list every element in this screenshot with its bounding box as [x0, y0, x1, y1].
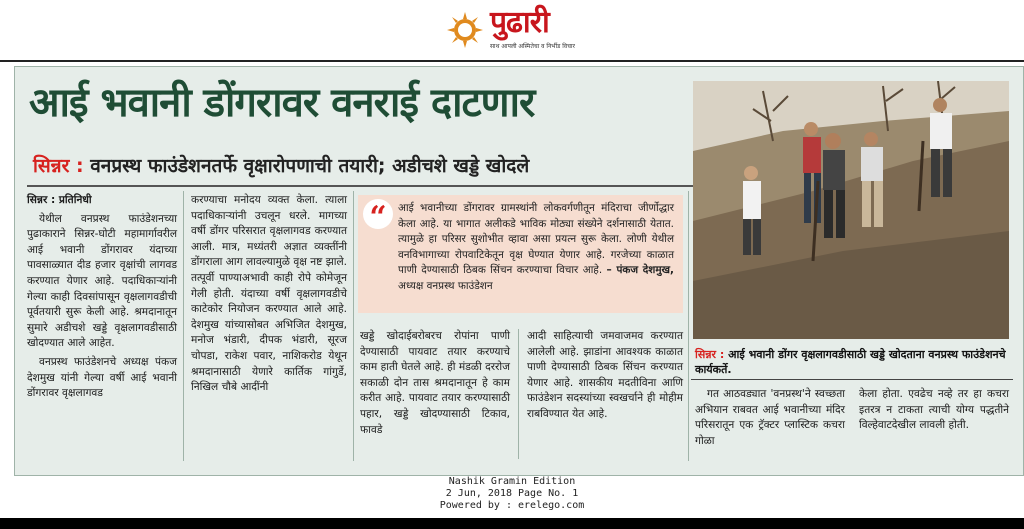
pull-quote-body: आई भवानीच्या डोंगरावर ग्रामस्थांनी लोकवर्गणीतून मंदिराचा जीर्णोद्धार केला आहे. या भागात अलीकडे भाविक मोठ्या संख्येने दर्शनासाठी येतात. त्यामुळे हा परिसर सुशोभीत व्हावा असा प्रयत्न सुरू केला. लोणी येथील वनविभागाच्या रोपवाटिकेतून वृक्ष घेण्यात येणार आहे. गरजेच्या काळात पाणी देण्यासाठी ठिबक सिंचन करण्याचा विचार आहे. [398, 202, 674, 277]
caption-text: आई भवानी डोंगर वृक्षलागवडीसाठी खड्डे खोदताना वनप्रस्थ फाउंडेशनचे कार्यकर्ते. [695, 348, 1006, 376]
article-headline: आई भवानी डोंगरावर वनराई दाटणार [29, 80, 535, 126]
news-article [14, 66, 1024, 476]
caption-divider [691, 379, 1013, 380]
masthead-divider [0, 60, 1024, 62]
article-column-2 [191, 193, 347, 396]
logo-tagline: साथ आपली अस्मितेचा व निर्भीड विचार [490, 43, 575, 50]
article-column-3 [360, 329, 510, 438]
article-column-1 [27, 193, 177, 402]
bottom-bar [0, 518, 1024, 529]
photo-caption [695, 347, 1011, 377]
subhead-location: सिन्नर : [33, 155, 84, 177]
pull-quote-author: – पंकज देशमुख, [606, 264, 674, 277]
dateline: सिन्नर : प्रतिनिधी [27, 194, 92, 206]
column-divider [183, 191, 184, 461]
edition-name: Nashik Gramin Edition [448, 476, 576, 487]
article-column-4 [527, 329, 683, 423]
subhead-text: वनप्रस्थ फाउंडेशनतर्फे वृक्षारोपणाची तयारी; अडीचशे खड्डे खोदले [83, 155, 530, 177]
quote-icon: “ [363, 199, 393, 229]
column-5-text: गत आठवड्यात 'वनप्रस्थ'ने स्वच्छता अभियान राबवत आई भवानीच्या मंदिर परिसरातून एक ट्रॅक्टर प्लास्टिक कचरा गोळा [695, 388, 845, 447]
column-3-text: खड्डे खोदाईबरोबरच रोपांना पाणी देण्यासाठी पायवाट तयार करण्याचे काम हाती घेतले आहे. ही मंडळी दररोज सकाळी दोन तास श्रमदानातून हे काम करीत आहे. पायवाट तयार करण्यासाठी पहार, खड्डे खोदण्यासाठी टिकाव, फावडे [360, 330, 510, 436]
column-2-text: करण्याचा मनोदय व्यक्त केला. त्याला पदाधिकाऱ्यांनी उचलून धरले. मागच्या वर्षी डोंगर परिसरात वृक्षलागवड करण्यात आली. मात्र, मध्यंतरी अज्ञात व्यक्तींनी डोंगराला आग लावल्यामुळे वृक्ष नष्ट झाले. तत्पूर्वी पाण्याअभावी काही रोपे कोमेजून गेली होती. यंदाच्या वर्षी वृक्षलागवडीचे काटेकोर नियोजन करण्यात आले आहे. देशमुख यांच्यासोबत अभिजित देशमुख, मनोज भंडारी, दीपक भंडारी, सूरज चोपडा, राकेश पवार, नाशिकरोड येथून श्रमदानासाठी येणारे कार्तिक गांगुर्डे, निखिल चौबे आदींनी [191, 194, 347, 394]
masthead [0, 0, 1024, 62]
column-1-paragraph-1: येथील वनप्रस्थ फाउंडेशनच्या पुढाकाराने सिन्नर-घोटी महामार्गावरील आई भवानी डोंगरावर यंदाच्या पावसाळ्यात दीड हजार वृक्षांची लागवड करण्यात येणार आहे. पदाधिकाऱ्यांनी गेल्या काही दिवसांपासून वृक्षलागवडीची पूर्वतयारी सुरू केली आहे. श्रमदानातून सुमारे अडीचशे खड्डे वृक्षलागवडीसाठी खोदण्यात आले आहेत. [27, 212, 177, 350]
subhead-divider [27, 185, 695, 187]
sun-emblem-icon [447, 12, 483, 48]
edition-date-page: 2 Jun, 2018 Page No. 1 [445, 488, 579, 499]
article-photo [693, 81, 1009, 339]
column-4-text: आदी साहित्याची जमवाजमव करण्यात आलेली आहे. झाडांना आवश्यक काळात पाणी देण्यासाठी ठिबक सिंचन करण्यात येणार आहे. शासकीय मदतीविना आणि फाउंडेशन सदस्यांच्या स्वखर्चाने ही मोहीम राबविण्यात येत आहे. [527, 330, 683, 420]
column-divider [353, 191, 354, 461]
article-column-5 [695, 387, 845, 449]
column-1-paragraph-2: वनप्रस्थ फाउंडेशनचे अध्यक्ष पंकज देशमुख यांनी गेल्या वर्षी आई भवानी डोंगरावर वृक्षलागवड [27, 355, 177, 400]
pull-quote [358, 195, 683, 313]
column-6-text: केला होता. एवढेच नव्हे तर हा कचरा इतरत्र न टाकता त्याची योग्य पद्धतीने विल्हेवाटदेखील लावली होती. [859, 388, 1009, 432]
pull-quote-author-role: अध्यक्ष वनप्रस्थ फाउंडेशन [398, 279, 493, 292]
logo-wordmark: पुढारी [490, 5, 549, 40]
column-divider [688, 191, 689, 461]
column-divider [518, 329, 519, 459]
article-column-6 [859, 387, 1009, 434]
article-subhead [33, 153, 529, 179]
pull-quote-text [398, 201, 674, 295]
powered-by: Powered by : erelego.com [439, 500, 585, 511]
caption-location: सिन्नर : [695, 348, 725, 361]
